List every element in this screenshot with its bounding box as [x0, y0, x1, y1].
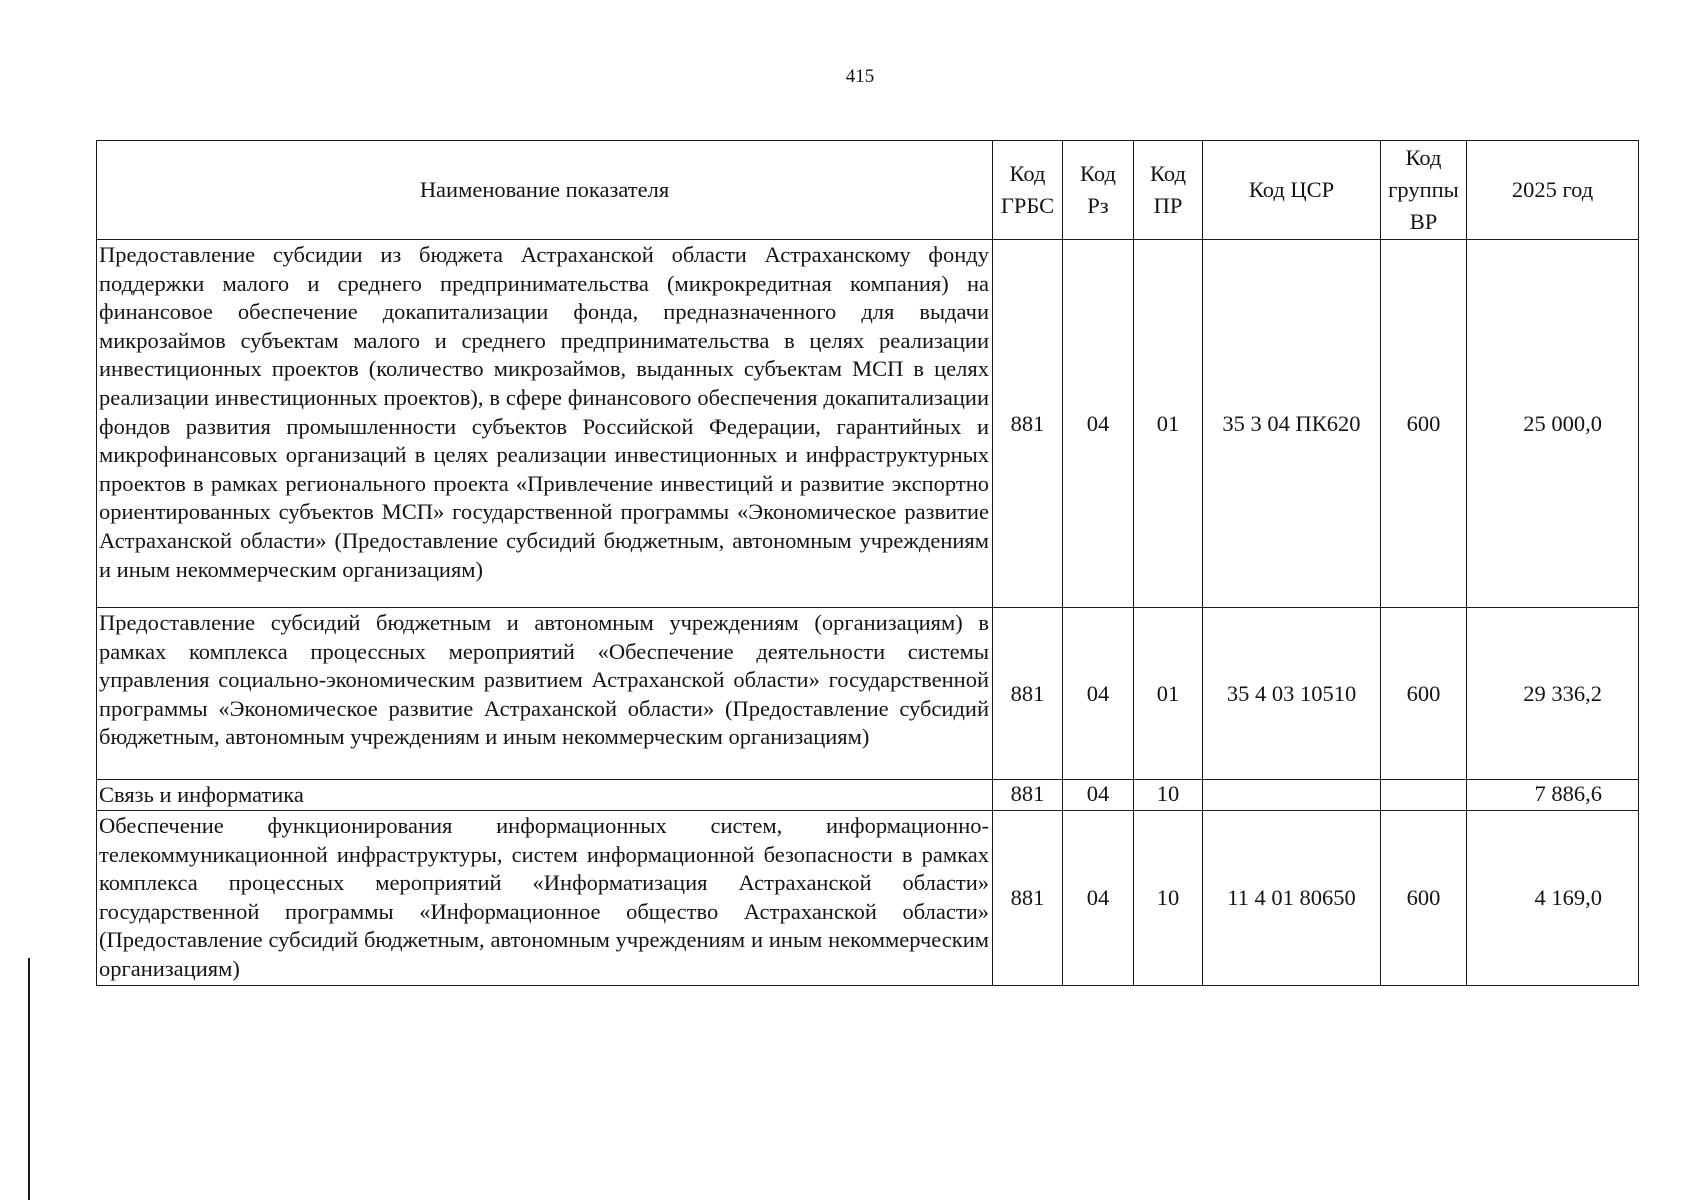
- table-row: [97, 240, 1639, 608]
- row-vr: 600: [1381, 811, 1467, 986]
- row-grbs: 881: [993, 811, 1063, 986]
- row-csr: 35 4 03 10510: [1203, 608, 1381, 780]
- budget-table: [96, 140, 1639, 986]
- header-pr: Код ПР: [1134, 141, 1203, 240]
- row-grbs: 881: [993, 608, 1063, 780]
- row-amount: 4 169,0: [1467, 811, 1639, 986]
- row-vr: 600: [1381, 240, 1467, 608]
- row-csr: [1203, 780, 1381, 811]
- row-grbs: 881: [993, 240, 1063, 608]
- row-name: Обеспечение функционирования информационных систем, информационно-телекоммуникационной инфраструктуры, систем информационной безопасности в рамках комплекса процессных мероприятий «Информатизация Астраханской области» государственной программы «Информационное общество Астраханской области» (Предоставление субсидий бюджетным, автономным учреждениям и иным некоммерческим организациям): [97, 811, 993, 986]
- table-row: [97, 811, 1639, 986]
- table-header-row: [97, 141, 1639, 240]
- row-rz: 04: [1063, 811, 1134, 986]
- row-pr: 01: [1134, 608, 1203, 780]
- row-pr: 10: [1134, 780, 1203, 811]
- header-grbs: Код ГРБС: [993, 141, 1063, 240]
- row-csr: 11 4 01 80650: [1203, 811, 1381, 986]
- row-pr: 10: [1134, 811, 1203, 986]
- binding-margin-line: [28, 958, 30, 1200]
- page-number: 415: [845, 66, 875, 87]
- header-year: 2025 год: [1467, 141, 1639, 240]
- row-name: Предоставление субсидий бюджетным и автономным учреждениям (организациям) в рамках комплекса процессных мероприятий «Обеспечение деятельности системы управления социально-экономическим развитием Астраханской области» государственной программы «Экономическое развитие Астраханской области» (Предоставление субсидий бюджетным, автономным учреждениям и иным некоммерческим организациям): [97, 608, 993, 780]
- header-vr: Код группы ВР: [1381, 141, 1467, 240]
- row-rz: 04: [1063, 780, 1134, 811]
- row-amount: 7 886,6: [1467, 780, 1639, 811]
- row-name: Связь и информатика: [97, 780, 993, 811]
- row-amount: 25 000,0: [1467, 240, 1639, 608]
- row-rz: 04: [1063, 608, 1134, 780]
- header-rz: Код Рз: [1063, 141, 1134, 240]
- row-csr: 35 3 04 ПК620: [1203, 240, 1381, 608]
- row-rz: 04: [1063, 240, 1134, 608]
- header-name: Наименование показателя: [97, 141, 993, 240]
- row-pr: 01: [1134, 240, 1203, 608]
- header-csr: Код ЦСР: [1203, 141, 1381, 240]
- row-amount: 29 336,2: [1467, 608, 1639, 780]
- row-grbs: 881: [993, 780, 1063, 811]
- row-vr: [1381, 780, 1467, 811]
- table-row: [97, 780, 1639, 811]
- row-name: Предоставление субсидии из бюджета Астраханской области Астраханскому фонду поддержки малого и среднего предпринимательства (микрокредитная компания) на финансовое обеспечение докапитализации фонда, предназначенного для выдачи микрозаймов субъектам малого и среднего предпринимательства в целях реализации инвестиционных проектов (количество микрозаймов, выданных субъектам МСП в целях реализации инвестиционных проектов), в сфере финансового обеспечения докапитализации фондов развития промышленности субъектов Российской Федерации, гарантийных и микрофинансовых организаций в целях реализации инвестиционных и инфраструктурных проектов в рамках регионального проекта «Привлечение инвестиций и развитие экспортно ориентированных субъектов МСП» государственной программы «Экономическое развитие Астраханской области» (Предоставление субсидий бюджетным, автономным учреждениям и иным некоммерческим организациям): [97, 240, 993, 608]
- table-row: [97, 608, 1639, 780]
- row-vr: 600: [1381, 608, 1467, 780]
